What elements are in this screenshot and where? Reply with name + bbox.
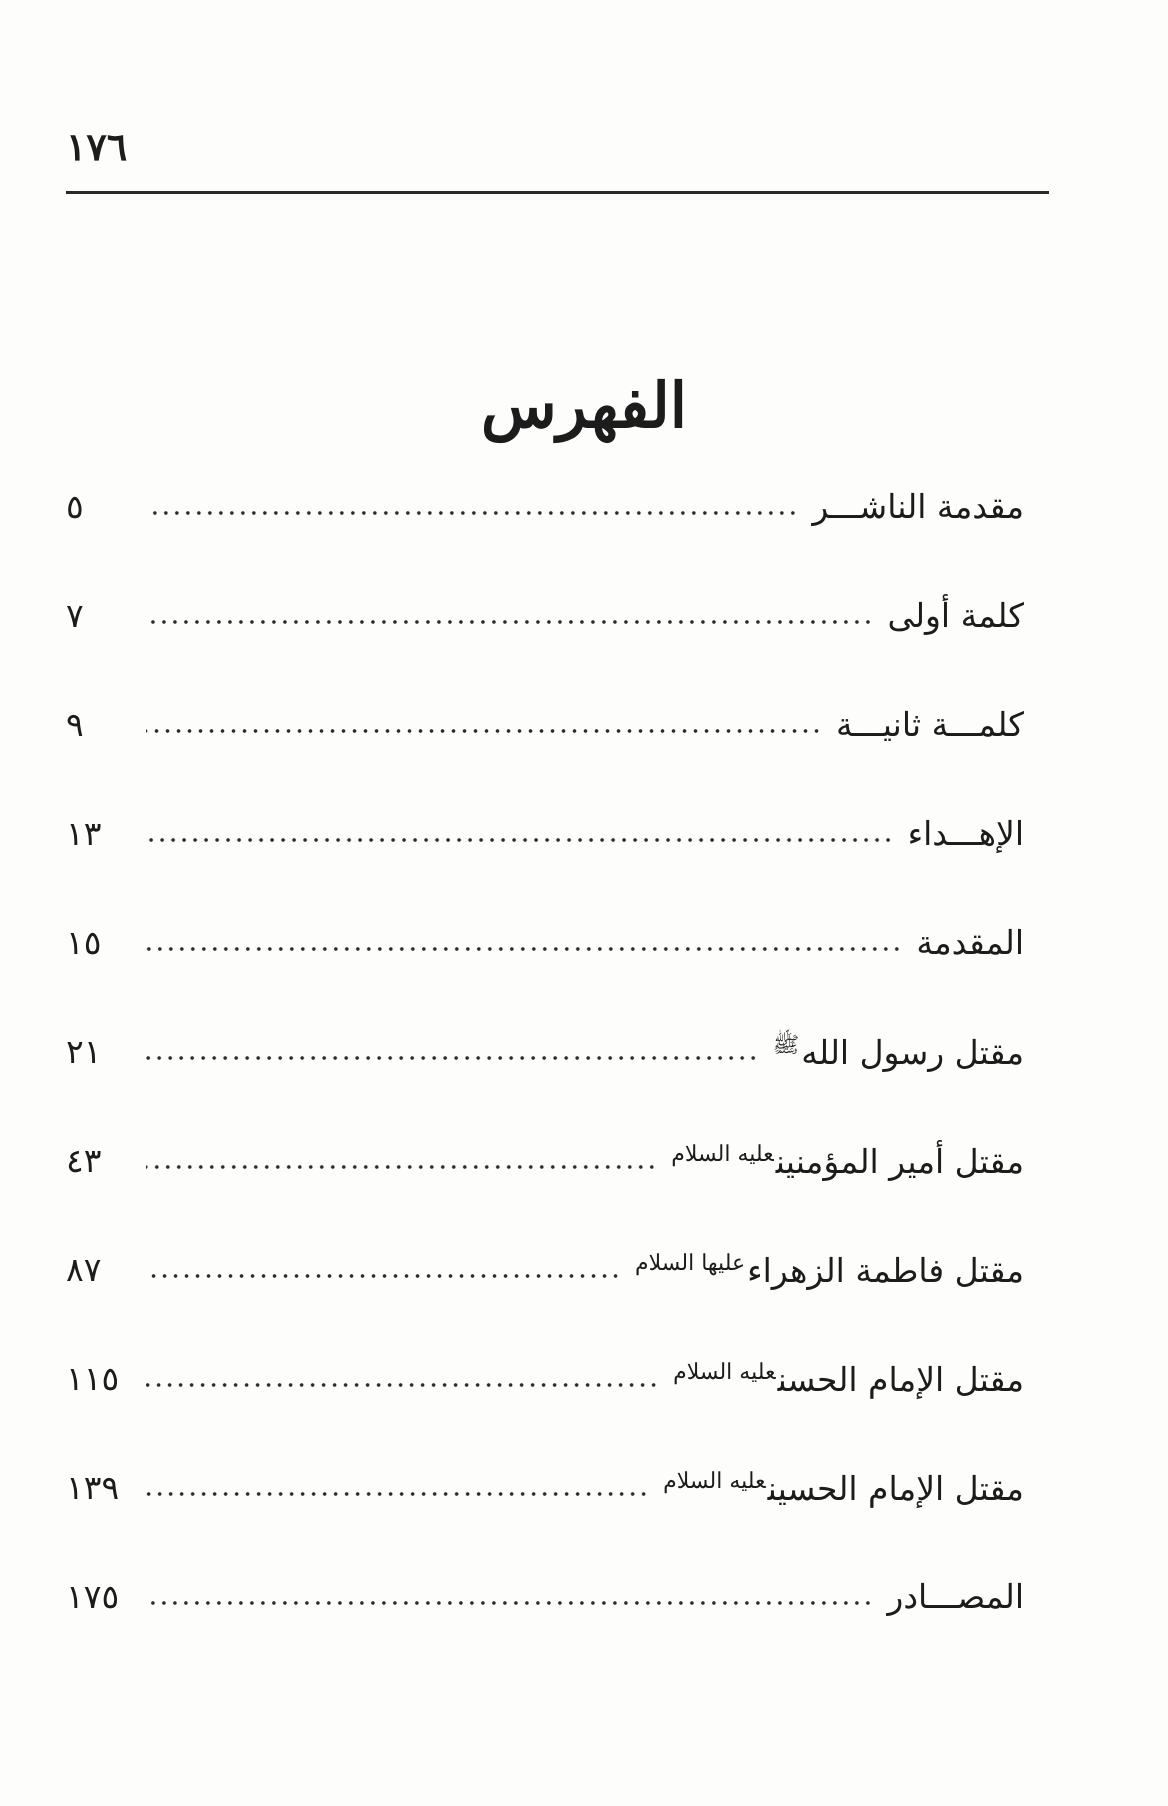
toc-entry[interactable] xyxy=(66,1542,1024,1651)
dot-leader xyxy=(146,1491,649,1497)
toc-entry-page: ١١٥ xyxy=(66,1359,120,1398)
toc-entry-page: ٥ xyxy=(66,487,84,526)
toc-entry-page: ٧ xyxy=(66,596,84,635)
toc-entry-title: مقتل أمير المؤمنين xyxy=(775,1141,1024,1181)
honorific-glyph: ﷺ xyxy=(772,1032,800,1058)
page-number: ١٧٦ xyxy=(66,124,128,169)
page-title: الفهرس xyxy=(481,368,687,442)
dot-leader xyxy=(146,1164,657,1170)
dot-leader xyxy=(146,619,873,625)
toc-entry-title: الإهـــداء xyxy=(907,814,1024,853)
toc-entry-title-wrap xyxy=(772,1032,1024,1072)
honorific-glyph: عليها السلام xyxy=(635,1250,746,1276)
toc-entry-page: ١٣ xyxy=(66,814,102,853)
toc-entry-page: ٢١ xyxy=(66,1032,102,1071)
toc-entry[interactable] xyxy=(66,888,1024,997)
toc-entry-page: ٤٣ xyxy=(66,1141,102,1180)
dot-leader xyxy=(146,510,798,516)
toc-entry-title: كلمة أولى xyxy=(887,596,1024,635)
toc-entry-title-wrap xyxy=(673,1359,1024,1399)
toc-entry-title: مقتل الإمام الحسين xyxy=(767,1468,1024,1508)
toc-entry[interactable] xyxy=(66,1106,1024,1215)
toc-entry-page: ١٥ xyxy=(66,923,102,962)
toc-entry[interactable] xyxy=(66,1433,1024,1542)
toc-entry-page: ٨٧ xyxy=(66,1250,102,1289)
toc-entry[interactable] xyxy=(66,452,1024,561)
dot-leader xyxy=(146,946,902,952)
toc-entry-title: كلمـــة ثانيـــة xyxy=(836,705,1024,744)
dot-leader xyxy=(146,1600,873,1606)
toc-entry[interactable] xyxy=(66,997,1024,1106)
honorific-glyph: عليه السلام xyxy=(663,1468,766,1494)
toc-entry[interactable] xyxy=(66,670,1024,779)
toc-entry-title: مقتل فاطمة الزهراء xyxy=(747,1250,1024,1290)
toc-entry[interactable] xyxy=(66,779,1024,888)
toc-entry-title-wrap xyxy=(663,1468,1024,1508)
toc-entry-page: ٩ xyxy=(66,705,84,744)
table-of-contents xyxy=(66,452,1024,1651)
toc-entry-page: ١٣٩ xyxy=(66,1468,120,1507)
dot-leader xyxy=(146,1055,759,1061)
toc-entry[interactable] xyxy=(66,1215,1024,1324)
header-rule xyxy=(66,191,1049,194)
toc-entry-page: ١٧٥ xyxy=(66,1577,120,1616)
dot-leader xyxy=(146,1382,659,1388)
honorific-glyph: عليه السلام xyxy=(671,1141,774,1167)
toc-entry-title-wrap xyxy=(671,1141,1024,1181)
dot-leader xyxy=(146,1273,621,1279)
toc-entry-title-wrap xyxy=(635,1250,1024,1290)
toc-entry-title: مقتل الإمام الحسن xyxy=(777,1359,1024,1399)
toc-entry-title: مقتل رسول الله xyxy=(801,1032,1024,1072)
toc-entry-title: المصـــادر xyxy=(887,1577,1024,1616)
honorific-glyph: عليه السلام xyxy=(673,1359,776,1385)
dot-leader xyxy=(146,728,822,734)
toc-entry-title: المقدمة xyxy=(916,923,1024,962)
toc-entry-title: مقدمة الناشـــر xyxy=(812,487,1024,526)
toc-entry[interactable] xyxy=(66,1324,1024,1433)
toc-entry[interactable] xyxy=(66,561,1024,670)
dot-leader xyxy=(146,837,894,843)
